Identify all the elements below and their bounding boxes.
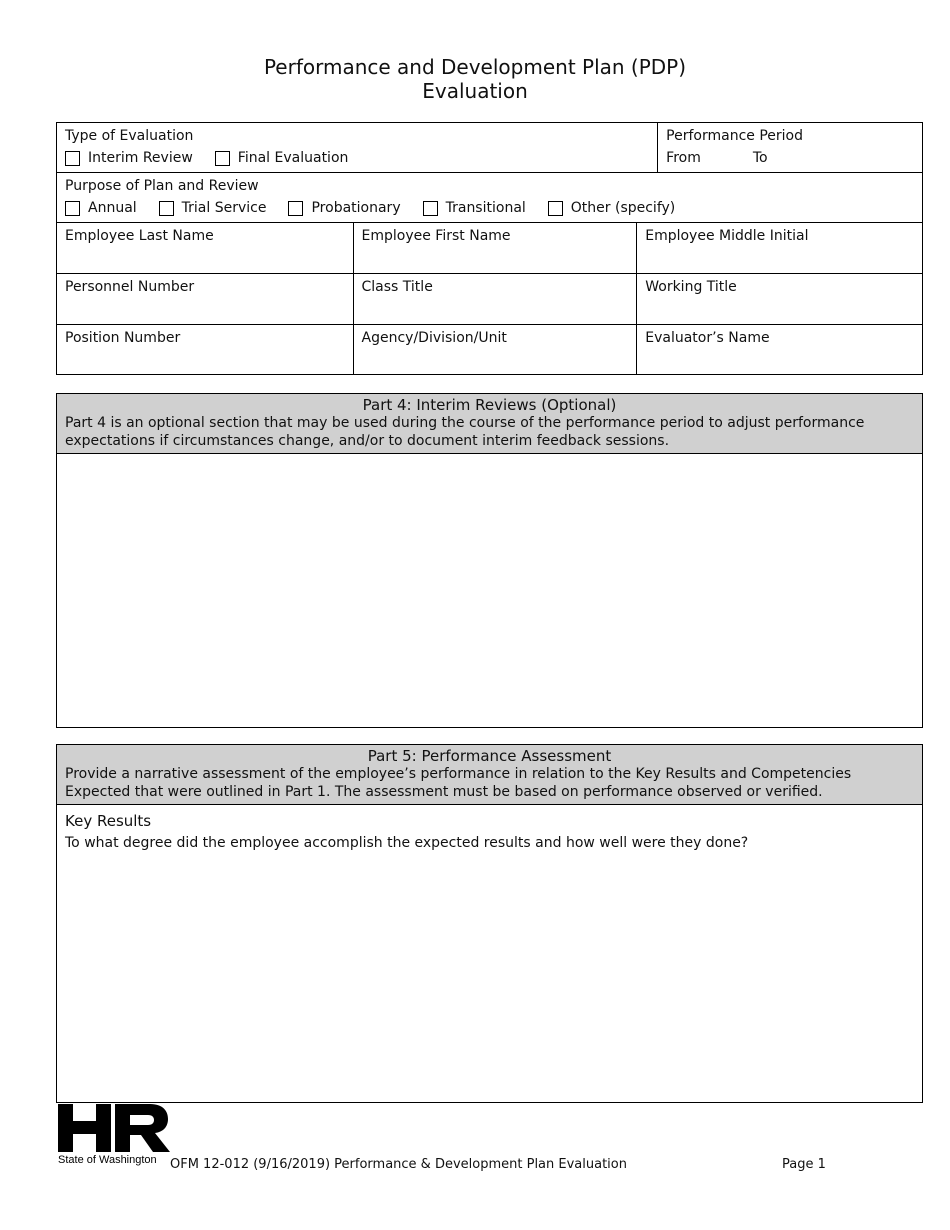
personnel-number-label: Personnel Number [65,279,195,295]
working-title-field[interactable] [637,274,923,325]
first-name-label: Employee First Name [361,228,511,244]
title-line-2: Evaluation [422,79,528,103]
form-id: OFM 12-012 (9/16/2019) Performance & Development Plan Evaluation [170,1157,627,1172]
interim-review-option[interactable] [65,149,193,167]
page-number: Page 1 [782,1157,826,1172]
agency-field[interactable] [353,325,637,375]
evaluator-name-field[interactable] [637,325,923,375]
final-evaluation-label: Final Evaluation [237,150,349,166]
class-title-field[interactable] [353,274,637,325]
type-of-evaluation-cell [57,123,658,173]
first-name-field[interactable] [353,223,637,274]
page-title [0,55,950,103]
middle-initial-field[interactable] [637,223,923,274]
evaluator-name-label: Evaluator’s Name [645,330,770,346]
purpose-cell [57,173,923,223]
key-results-question: To what degree did the employee accomplish the expected results and how well were they done? [65,835,749,851]
transitional-option[interactable] [423,199,526,217]
title-line-1: Performance and Development Plan (PDP) [263,55,687,79]
part4-header [57,394,922,454]
part5-description: Provide a narrative assessment of the employee’s performance in relation to the Key Results and Competencies Expected that were outlined in Part 1. The assessment must be based on performance observed or verified. [65,766,852,800]
type-of-evaluation-label: Type of Evaluation [65,128,194,144]
annual-option[interactable] [65,199,137,217]
employee-info-table [56,122,923,375]
interim-review-checkbox[interactable] [65,151,80,166]
probationary-option[interactable] [288,199,400,217]
part5-header [57,745,922,805]
final-evaluation-checkbox[interactable] [215,151,230,166]
key-results-title: Key Results [65,812,152,830]
other-option[interactable] [548,199,675,217]
transitional-label: Transitional [445,200,526,216]
agency-label: Agency/Division/Unit [361,330,507,346]
logo-caption: State of Washington [58,1154,157,1166]
part4-text-area[interactable] [57,454,922,722]
annual-checkbox[interactable] [65,201,80,216]
transitional-checkbox[interactable] [423,201,438,216]
interim-review-label: Interim Review [88,150,193,166]
middle-initial-label: Employee Middle Initial [645,228,809,244]
trial-service-checkbox[interactable] [159,201,174,216]
period-to-label: To [752,150,768,166]
part5-section [56,744,923,1103]
performance-period-cell[interactable] [658,123,923,173]
other-label: Other (specify) [570,200,676,216]
position-number-field[interactable] [57,325,354,375]
probationary-checkbox[interactable] [288,201,303,216]
final-evaluation-option[interactable] [215,149,349,167]
last-name-field[interactable] [57,223,354,274]
footer [56,1102,926,1172]
key-results-area[interactable] [57,805,922,1093]
probationary-label: Probationary [311,200,401,216]
part4-description: Part 4 is an optional section that may be used during the course of the performance period to adjust performance expectations if circumstances change, and/or to document interim feedback sessions. [65,415,865,449]
position-number-label: Position Number [65,330,181,346]
annual-label: Annual [88,200,137,216]
trial-service-label: Trial Service [181,200,267,216]
part5-heading: Part 5: Performance Assessment [367,747,612,765]
other-checkbox[interactable] [548,201,563,216]
purpose-label: Purpose of Plan and Review [65,178,259,194]
last-name-label: Employee Last Name [65,228,214,244]
personnel-number-field[interactable] [57,274,354,325]
period-from-label: From [666,150,701,166]
class-title-label: Class Title [361,279,433,295]
part4-section [56,393,923,728]
trial-service-option[interactable] [159,199,267,217]
working-title-label: Working Title [645,279,737,295]
performance-period-label: Performance Period [666,128,803,144]
part4-heading: Part 4: Interim Reviews (Optional) [362,396,617,414]
